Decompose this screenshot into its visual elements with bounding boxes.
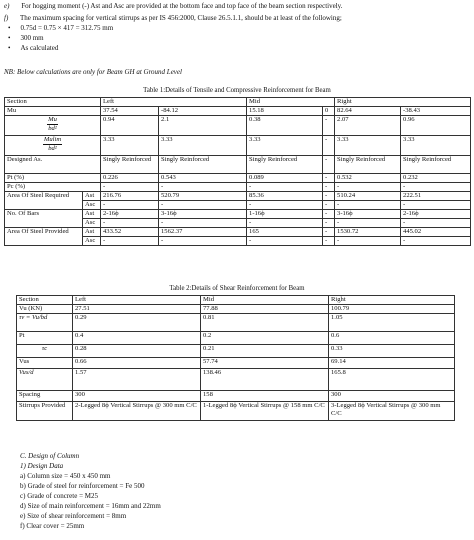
section-c-heading: C. Design of Column (20, 452, 80, 460)
t1-cell: 0.232 (401, 174, 471, 183)
t2-label: τc (17, 345, 73, 358)
t1-pt-label: Pt (%) (5, 174, 101, 183)
t2-cell: 77.88 (201, 305, 329, 314)
t1-cell: Singly Reinforced (159, 156, 247, 174)
t1-cell: 2.07 (335, 116, 401, 136)
t1-cell: - (247, 219, 323, 228)
t1-sub-label: Asc (83, 237, 101, 246)
bullet-2-text: 300 mm (20, 34, 44, 42)
bullet-1: • 0.75d = 0.75 × 417 = 312.75 mm (8, 24, 114, 32)
design-item: b) Grade of steel for reinforcement = Fe 500 (20, 482, 145, 490)
t1-cell: - (335, 183, 401, 192)
t1-cell: - (323, 237, 335, 246)
t1-cell: 520.79 (159, 192, 247, 201)
t1-cell: - (101, 237, 159, 246)
frac-den: bd² (48, 124, 57, 132)
t1-cell: - (335, 219, 401, 228)
table-row (5, 116, 471, 136)
t1-cell: - (323, 156, 335, 174)
t1-mubd-label (5, 116, 101, 136)
t2-label: Vu (KN) (17, 305, 73, 314)
t1-cell: - (323, 116, 335, 136)
bullet-3-text: As calculated (20, 44, 59, 52)
t1-cell: - (323, 210, 335, 219)
t1-cell: 0.38 (247, 116, 323, 136)
t1-cell: - (101, 201, 159, 210)
table-row (17, 369, 455, 391)
t1-cell: 0.94 (101, 116, 159, 136)
t1-mu-label: Mu (5, 107, 101, 116)
t2-cell: 158 (201, 391, 329, 402)
design-item: c) Grade of concrete = M25 (20, 492, 98, 500)
t2-h-section: Section (17, 296, 73, 305)
t1-cell: - (101, 183, 159, 192)
t2-cell: 165.8 (329, 369, 455, 391)
t2-cell: 2-Legged 8ϕ Vertical Stirrups @ 300 mm C/C (73, 402, 201, 421)
t1-cell: 0.532 (335, 174, 401, 183)
t2-cell: 1.57 (73, 369, 201, 391)
t1-cell: Singly Reinforced (335, 156, 401, 174)
t1-sub-label: Asc (83, 201, 101, 210)
t2-label: Vus (17, 358, 73, 369)
design-item: a) Column size = 450 x 450 mm (20, 472, 111, 480)
t1-cell: - (323, 219, 335, 228)
table2-header-row (17, 296, 455, 305)
table-row (5, 228, 471, 237)
t2-cell: 100.79 (329, 305, 455, 314)
t1-cell: 3.33 (159, 136, 247, 156)
t1-cell: 0 (323, 107, 335, 116)
t2-cell: 0.66 (73, 358, 201, 369)
t2-cell: 0.2 (201, 332, 329, 345)
t1-cell: - (159, 237, 247, 246)
t1-cell: - (323, 136, 335, 156)
t1-h-left: Left (101, 98, 247, 107)
t1-cell: 37.54 (101, 107, 159, 116)
t1-cell: 3.33 (101, 136, 159, 156)
table-row (5, 156, 471, 174)
fraction (47, 116, 58, 132)
t2-h-mid: Mid (201, 296, 329, 305)
t1-cell: - (401, 237, 471, 246)
t2-cell: 0.81 (201, 314, 329, 332)
t1-cell: Singly Reinforced (247, 156, 323, 174)
t1-sub-label: Ast (83, 228, 101, 237)
table-row (5, 183, 471, 192)
t1-cell: - (323, 201, 335, 210)
item-f (4, 14, 342, 22)
bullet-2: • 300 mm (8, 34, 44, 42)
t1-cell: -84.12 (159, 107, 247, 116)
t1-cell: 510.24 (335, 192, 401, 201)
table-row (5, 210, 471, 219)
design-item: d) Size of main reinforcement = 16mm and 22mm (20, 502, 161, 510)
table-row (17, 402, 455, 421)
t1-cell: 0.226 (101, 174, 159, 183)
t1-cell: 3.33 (335, 136, 401, 156)
t1-cell: 3-16ϕ (159, 210, 247, 219)
t1-cell: - (323, 183, 335, 192)
t1-cell: - (335, 201, 401, 210)
table1 (4, 97, 471, 246)
t1-h-right: Right (335, 98, 471, 107)
t2-label: Stirrups Provided (17, 402, 73, 421)
t1-cell: 1530.72 (335, 228, 401, 237)
t1-cell: Singly Reinforced (101, 156, 159, 174)
frac-num: Mu (48, 116, 57, 123)
t2-cell: 300 (329, 391, 455, 402)
t1-cell: 433.52 (101, 228, 159, 237)
t1-cell: 216.76 (101, 192, 159, 201)
t1-cell: 445.02 (401, 228, 471, 237)
item-e (4, 2, 342, 10)
item-f-text: The maximum spacing for vertical stirrups as per IS 456:2000, Clause 26.5.1.1, should be at least of the following; (20, 14, 342, 22)
t1-cell: 15.18 (247, 107, 323, 116)
nb-note: NB: Below calculations are only for Beam GH at Ground Level (4, 68, 182, 76)
t1-cell: - (323, 174, 335, 183)
t1-cell: - (247, 237, 323, 246)
t2-cell: 0.6 (329, 332, 455, 345)
table-row (5, 192, 471, 201)
t1-cell: 2-16ϕ (401, 210, 471, 219)
frac-num: Mulim (43, 136, 62, 143)
t2-cell: 0.21 (201, 345, 329, 358)
t1-asreq-label: Area Of Steel Required (5, 192, 83, 210)
t1-cell: - (101, 219, 159, 228)
item-f-label: f) (4, 14, 9, 22)
t1-cell: 1562.37 (159, 228, 247, 237)
t1-sub-label: Asc (83, 219, 101, 228)
table-row (5, 107, 471, 116)
t1-asprov-label: Area Of Steel Provided (5, 228, 83, 246)
t1-mulim-label (5, 136, 101, 156)
t1-cell: 82.64 (335, 107, 401, 116)
t1-cell: - (159, 219, 247, 228)
t1-cell: 85.36 (247, 192, 323, 201)
t1-cell: 1-16ϕ (247, 210, 323, 219)
t2-cell: 69.14 (329, 358, 455, 369)
table2 (16, 295, 455, 421)
t2-label: Spacing (17, 391, 73, 402)
t1-designed-label: Designed As. (5, 156, 101, 174)
t1-cell: 0.543 (159, 174, 247, 183)
t1-cell: 2-16ϕ (101, 210, 159, 219)
t1-cell: - (323, 228, 335, 237)
t1-cell: - (335, 237, 401, 246)
t2-h-left: Left (73, 296, 201, 305)
fraction (43, 136, 62, 152)
t1-cell: 3-16ϕ (335, 210, 401, 219)
table-row (17, 358, 455, 369)
table1-caption: Table 1:Details of Tensile and Compressive Reinforcement for Beam (143, 87, 331, 94)
table-row (5, 174, 471, 183)
bullet-1-text: 0.75d = 0.75 × 417 = 312.75 mm (20, 24, 114, 32)
t1-h-mid: Mid (247, 98, 335, 107)
t2-cell: 1.05 (329, 314, 455, 332)
t1-cell: - (159, 201, 247, 210)
t1-cell: 222.51 (401, 192, 471, 201)
t1-pc-label: Pc (%) (5, 183, 101, 192)
t1-cell: - (401, 183, 471, 192)
t2-cell: 27.51 (73, 305, 201, 314)
table-row (17, 332, 455, 345)
t1-cell: 0.96 (401, 116, 471, 136)
t2-cell: 3-Legged 8ϕ Vertical Stirrups @ 300 mm C/C (329, 402, 455, 421)
t1-cell: - (401, 201, 471, 210)
frac-den: bd² (48, 144, 57, 152)
t1-cell: -38.43 (401, 107, 471, 116)
table-row (5, 136, 471, 156)
design-data-heading: 1) Design Data (20, 462, 64, 470)
t2-label: τv = Vu/bd (17, 314, 73, 332)
t1-sub-label: Ast (83, 192, 101, 201)
t1-bars-label: No. Of Bars (5, 210, 83, 228)
item-e-text: For hogging moment (-) Ast and Asc are provided at the bottom face and top face of the beam section respectively. (21, 2, 343, 10)
t2-cell: 0.33 (329, 345, 455, 358)
table-row (17, 391, 455, 402)
t2-label: Vus/d (17, 369, 73, 391)
t1-cell: 3.33 (401, 136, 471, 156)
t1-h-section: Section (5, 98, 101, 107)
t2-label: Pt (17, 332, 73, 345)
table-row (17, 305, 455, 314)
item-e-label: e) (4, 2, 10, 10)
t2-cell: 138.46 (201, 369, 329, 391)
design-item: e) Size of shear reinforcement = 8mm (20, 512, 127, 520)
t1-cell: - (159, 183, 247, 192)
t1-cell: 3.33 (247, 136, 323, 156)
t1-cell: - (401, 219, 471, 228)
t1-cell: 165 (247, 228, 323, 237)
t1-cell: - (247, 183, 323, 192)
t1-cell: 2.1 (159, 116, 247, 136)
design-item: f) Clear cover = 25mm (20, 522, 85, 530)
t2-cell: 300 (73, 391, 201, 402)
t1-sub-label: Ast (83, 210, 101, 219)
t1-cell: - (323, 192, 335, 201)
t2-cell: 57.74 (201, 358, 329, 369)
bullet-3: • As calculated (8, 44, 59, 52)
t2-cell: 0.28 (73, 345, 201, 358)
t2-cell: 0.29 (73, 314, 201, 332)
table-row (17, 345, 455, 358)
t1-cell: 0.089 (247, 174, 323, 183)
table1-header-row (5, 98, 471, 107)
table2-caption: Table 2:Details of Shear Reinforcement for Beam (169, 285, 305, 292)
t2-cell: 1-Legged 8ϕ Vertical Stirrups @ 158 mm C/C (201, 402, 329, 421)
t1-cell: Singly Reinforced (401, 156, 471, 174)
t1-cell: - (247, 201, 323, 210)
t2-h-right: Right (329, 296, 455, 305)
table-row (17, 314, 455, 332)
t2-cell: 0.4 (73, 332, 201, 345)
